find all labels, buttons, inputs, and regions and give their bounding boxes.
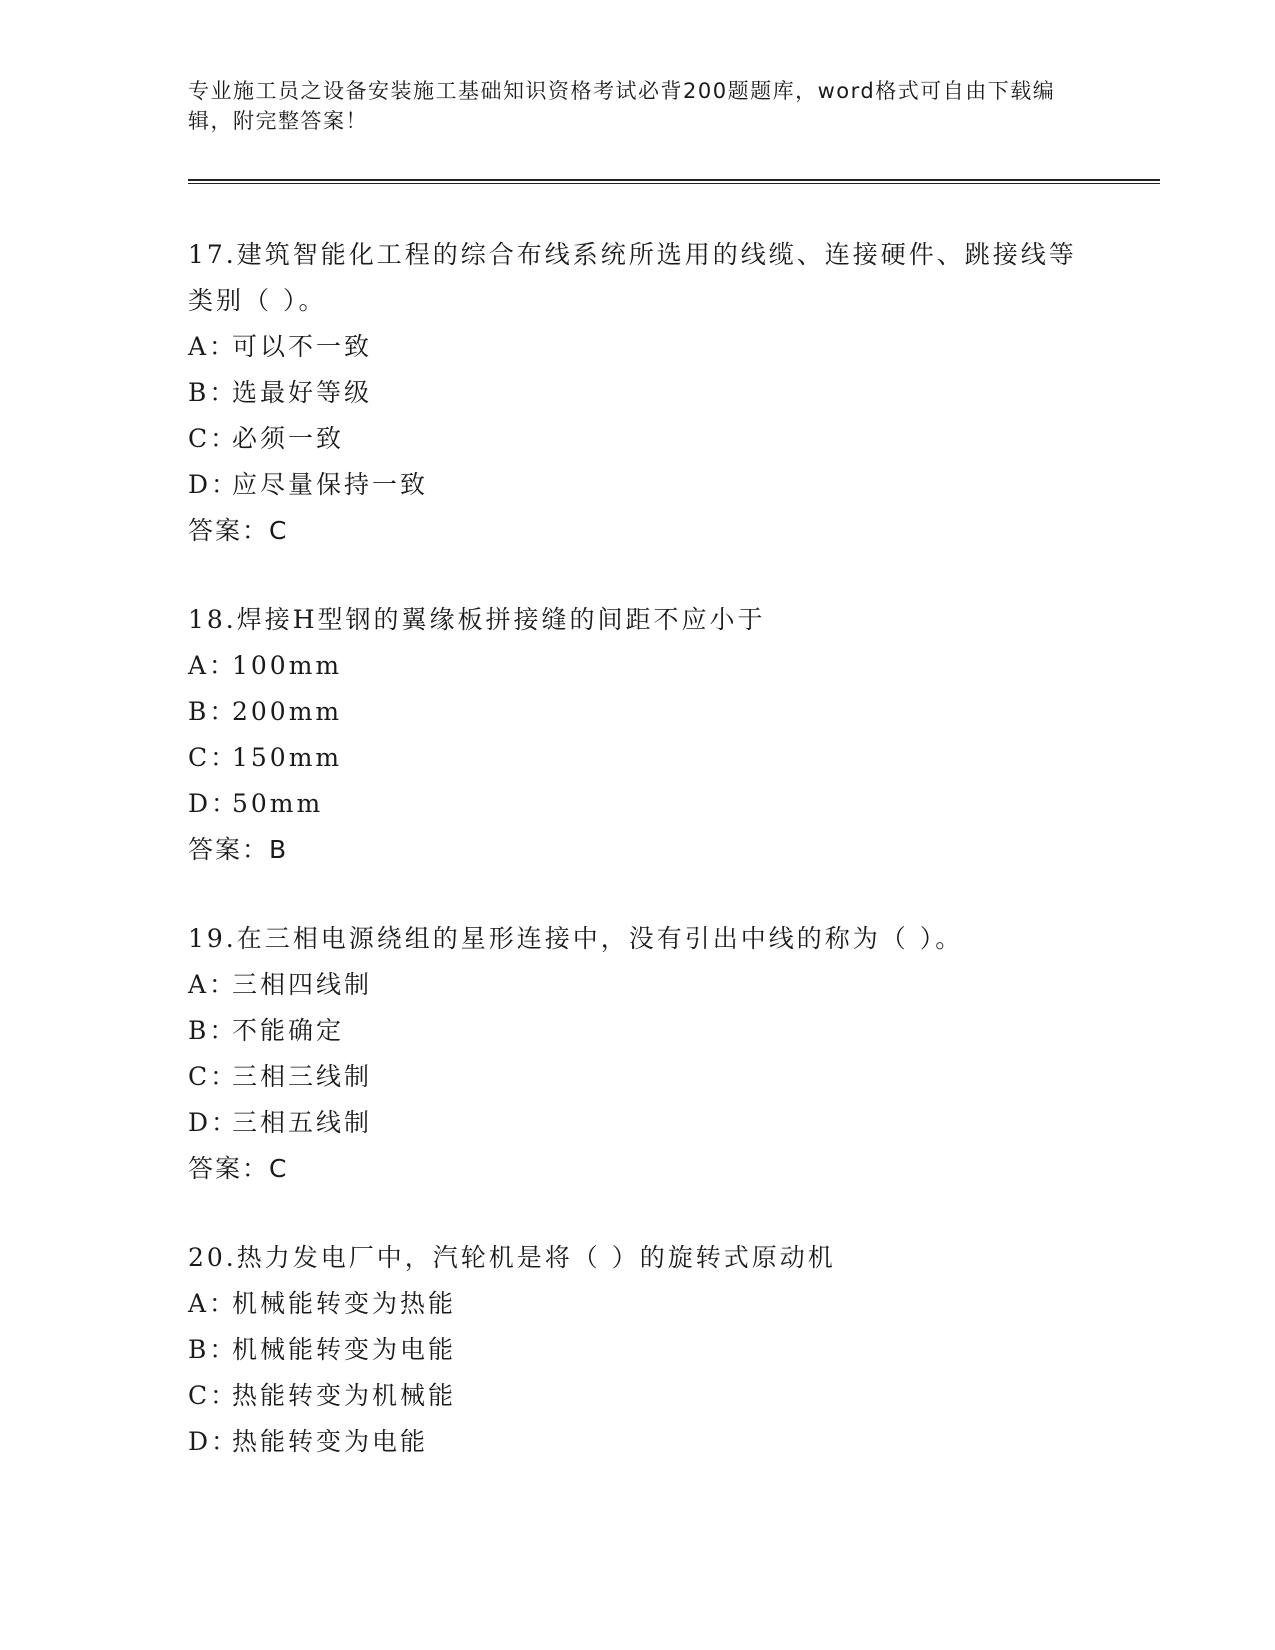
option-letter: C： xyxy=(188,1062,239,1091)
option-a xyxy=(188,962,1088,1008)
option-letter: A： xyxy=(188,970,238,999)
option-letter: A： xyxy=(188,332,238,361)
document-header: 专业施工员之设备安装施工基础知识资格考试必背200题题库，word格式可自由下载编辑，附完整答案！ xyxy=(188,79,1056,133)
option-letter: A： xyxy=(188,1289,238,1318)
option-text: 热能转变为电能 xyxy=(232,1427,429,1456)
option-text: 三相五线制 xyxy=(232,1108,373,1137)
option-d xyxy=(188,462,1088,508)
option-b xyxy=(188,689,1088,735)
option-text: 200mm xyxy=(232,697,343,726)
option-text: 机械能转变为热能 xyxy=(232,1289,457,1318)
option-letter: C： xyxy=(188,424,239,453)
option-text: 100mm xyxy=(232,651,343,680)
option-d xyxy=(188,781,1088,827)
option-letter: D： xyxy=(188,470,240,499)
question-title: 17.建筑智能化工程的综合布线系统所选用的线缆、连接硬件、跳接线等类别（ ）。 xyxy=(188,240,1077,315)
question-title: 20.热力发电厂中，汽轮机是将（ ）的旋转式原动机 xyxy=(188,1243,836,1272)
option-c xyxy=(188,735,1088,781)
option-text: 50mm xyxy=(232,789,324,818)
option-a xyxy=(188,643,1088,689)
answer-line: 答案：B xyxy=(188,835,289,864)
option-letter: D： xyxy=(188,789,240,818)
option-letter: D： xyxy=(188,1108,240,1137)
header-divider-thin xyxy=(188,183,1160,184)
option-letter: B： xyxy=(188,378,238,407)
option-letter: A： xyxy=(188,651,238,680)
question-20 xyxy=(188,1235,1088,1465)
option-a xyxy=(188,324,1088,370)
answer-line: 答案：C xyxy=(188,516,289,545)
option-b xyxy=(188,1327,1088,1373)
option-text: 机械能转变为电能 xyxy=(232,1335,457,1364)
option-text: 选最好等级 xyxy=(232,378,373,407)
option-text: 可以不一致 xyxy=(232,332,373,361)
question-19 xyxy=(188,916,1088,1192)
question-title: 19.在三相电源绕组的星形连接中，没有引出中线的称为（ ）。 xyxy=(188,924,964,953)
option-text: 热能转变为机械能 xyxy=(232,1381,457,1410)
header-divider-thick xyxy=(188,179,1160,181)
option-b xyxy=(188,1008,1088,1054)
option-letter: C： xyxy=(188,743,239,772)
option-text: 三相三线制 xyxy=(232,1062,373,1091)
question-17 xyxy=(188,232,1088,554)
option-a xyxy=(188,1281,1088,1327)
option-text: 150mm xyxy=(232,743,343,772)
option-c xyxy=(188,416,1088,462)
option-text: 不能确定 xyxy=(232,1016,345,1045)
option-text: 必须一致 xyxy=(232,424,345,453)
option-c xyxy=(188,1373,1088,1419)
question-list xyxy=(188,232,1088,1508)
option-letter: C： xyxy=(188,1381,239,1410)
option-d xyxy=(188,1100,1088,1146)
answer-line: 答案：C xyxy=(188,1154,289,1183)
question-title: 18.焊接H型钢的翼缘板拼接缝的间距不应小于 xyxy=(188,605,766,634)
question-18 xyxy=(188,597,1088,873)
option-letter: B： xyxy=(188,1335,238,1364)
option-d xyxy=(188,1419,1088,1465)
option-letter: B： xyxy=(188,1016,238,1045)
option-c xyxy=(188,1054,1088,1100)
option-letter: B： xyxy=(188,697,238,726)
option-text: 应尽量保持一致 xyxy=(232,470,429,499)
option-text: 三相四线制 xyxy=(232,970,373,999)
option-b xyxy=(188,370,1088,416)
option-letter: D： xyxy=(188,1427,240,1456)
